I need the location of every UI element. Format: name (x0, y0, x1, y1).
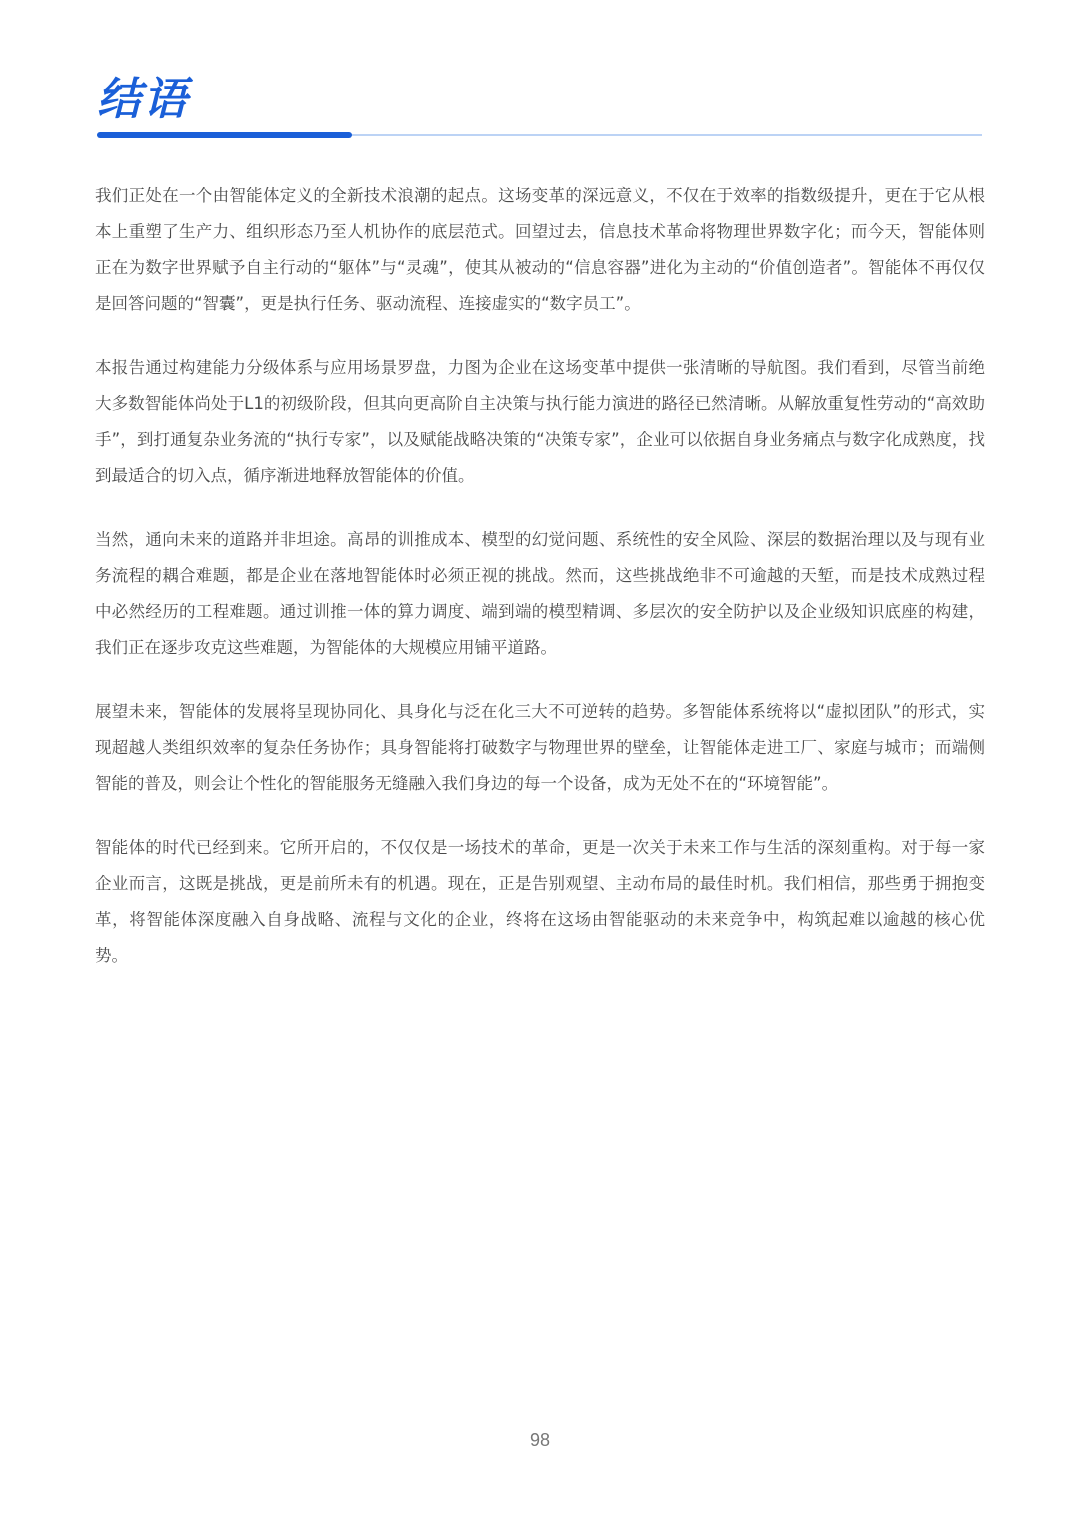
paragraph-5: 智能体的时代已经到来。它所开启的，不仅仅是一场技术的革命，更是一次关于未来工作与生活的深刻重构。对于每一家企业而言，这既是挑战，更是前所未有的机遇。现在，正是告别观望、主动布局的最佳时机。我们相信，那些勇于拥抱变革，将智能体深度融入自身战略、流程与文化的企业，终将在这场由智能驱动的未来竞争中，构筑起难以逾越的核心优势。 (95, 838, 985, 965)
page-number: 98 (529, 1430, 551, 1450)
paragraph-4: 展望未来，智能体的发展将呈现协同化、具身化与泛在化三大不可逆转的趋势。多智能体系统将以“虚拟团队”的形式，实现超越人类组织效率的复杂任务协作；具身智能将打破数字与物理世界的壁垒，让智能体走进工厂、家庭与城市；而端侧智能的普及，则会让个性化的智能服务无缝融入我们身边的每一个设备，成为无处不在的“环境智能”。 (95, 702, 985, 793)
page-title: 结语 (97, 74, 189, 125)
body-text (95, 178, 985, 1002)
title-underline-accent (97, 132, 352, 138)
paragraph-1: 我们正处在一个由智能体定义的全新技术浪潮的起点。这场变革的深远意义，不仅在于效率的指数级提升，更在于它从根本上重塑了生产力、组织形态乃至人机协作的底层范式。回望过去，信息技术革命将物理世界数字化；而今天，智能体则正在为数字世界赋予自主行动的“躯体”与“灵魂”，使其从被动的“信息容器”进化为主动的“价值创造者”。智能体不再仅仅是回答问题的“智囊”，更是执行任务、驱动流程、连接虚实的“数字员工”。 (95, 186, 985, 313)
paragraph-3: 当然，通向未来的道路并非坦途。高昂的训推成本、模型的幻觉问题、系统性的安全风险、深层的数据治理以及与现有业务流程的耦合难题，都是企业在落地智能体时必须正视的挑战。然而，这些挑战绝非不可逾越的天堑，而是技术成熟过程中必然经历的工程难题。通过训推一体的算力调度、端到端的模型精调、多层次的安全防护以及企业级知识底座的构建，我们正在逐步攻克这些难题，为智能体的大规模应用铺平道路。 (95, 530, 985, 657)
paragraph-2: 本报告通过构建能力分级体系与应用场景罗盘，力图为企业在这场变革中提供一张清晰的导航图。我们看到，尽管当前绝大多数智能体尚处于L1的初级阶段，但其向更高阶自主决策与执行能力演进的路径已然清晰。从解放重复性劳动的“高效助手”，到打通复杂业务流的“执行专家”，以及赋能战略决策的“决策专家”，企业可以依据自身业务痛点与数字化成熟度，找到最适合的切入点，循序渐进地释放智能体的价值。 (95, 358, 985, 485)
title-underline (97, 132, 982, 138)
